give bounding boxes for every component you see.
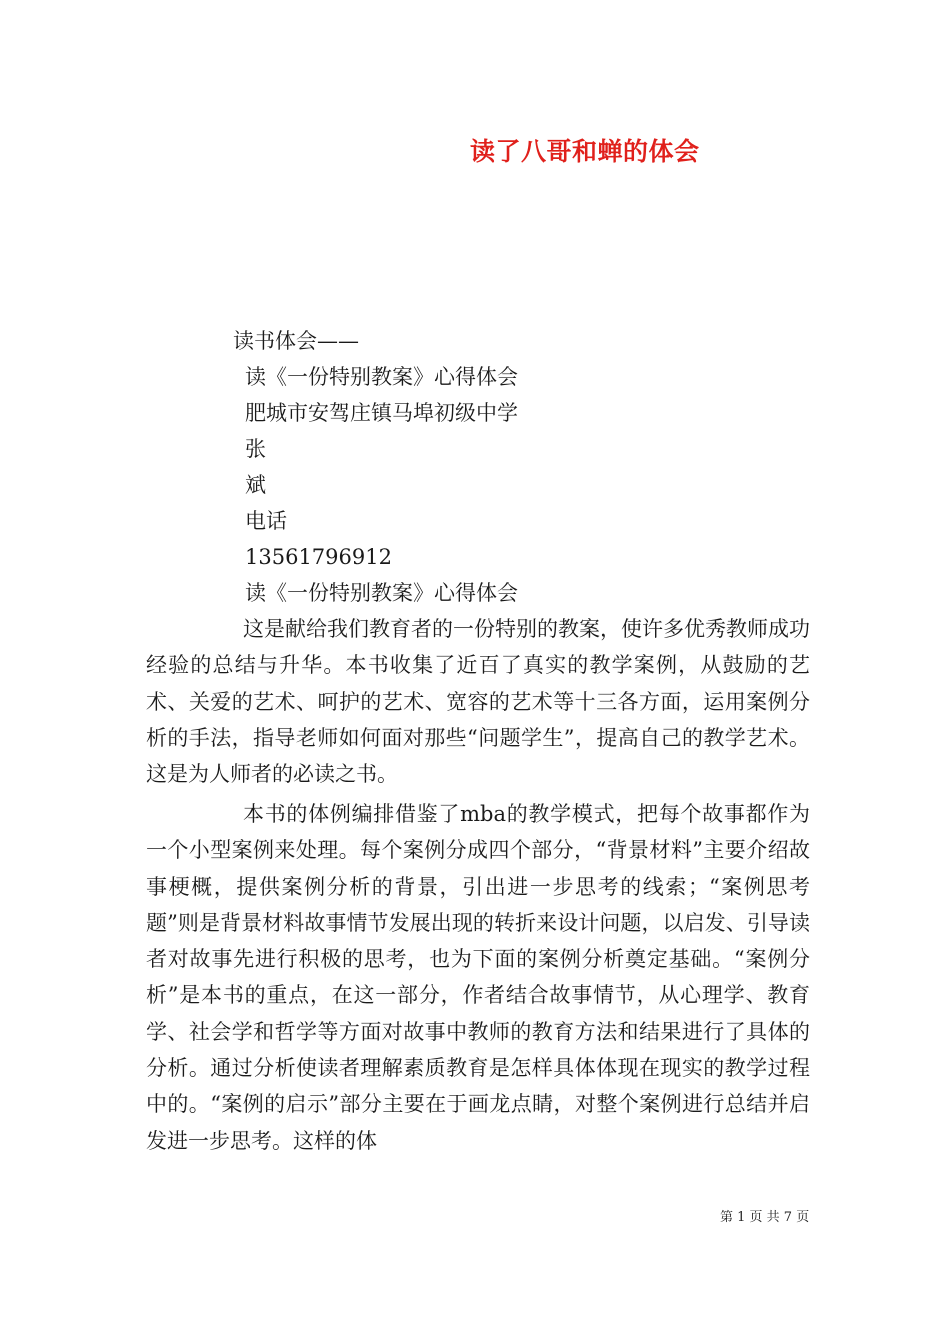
page-footer: 第 1 页 共 7 页 (720, 1210, 810, 1225)
header-line-reading-note: 读书体会—— (233, 329, 359, 353)
header-line-phone-number: 13561796912 (245, 545, 392, 569)
header-line-phone-label: 电话 (245, 509, 287, 533)
header-line-school: 肥城市安驾庄镇马埠初级中学 (245, 401, 518, 425)
header-line-section-title: 读《一份特别教案》心得体会 (245, 581, 518, 605)
body-paragraph-1: 这是献给我们教育者的一份特别的教案，使许多优秀教师成功经验的总结与升华。本书收集了近百了真实的教学案例，从鼓励的艺术、关爱的艺术、呵护的艺术、宽容的艺术等十三各方面，运用案例分析的手法，指导老师如何面对那些“问题学生”，提高自己的教学艺术。这是为人师者的必读之书。 (146, 617, 810, 787)
header-line-given-name: 斌 (245, 473, 266, 497)
document-title: 读了八哥和蝉的体会 (470, 137, 700, 166)
header-line-subtitle: 读《一份特别教案》心得体会 (245, 365, 518, 389)
header-line-surname: 张 (245, 437, 266, 461)
body-paragraph-2: 本书的体例编排借鉴了mba的教学模式，把每个故事都作为一个小型案例来处理。每个案例分成四个部分，“背景材料”主要介绍故事梗概，提供案例分析的背景，引出进一步思考的线索；“案例思考题”则是背景材料故事情节发展出现的转折来设计问题，以启发、引导读者对故事先进行积极的思考，也为下面的案例分析奠定基础。“案例分析”是本书的重点，在这一部分，作者结合故事情节，从心理学、教育学、社会学和哲学等方面对故事中教师的教育方法和结果进行了具体的分析。通过分析使读者理解素质教育是怎样具体体现在现实的教学过程中的。“案例的启示”部分主要在于画龙点睛，对整个案例进行总结并启发进一步思考。这样的体 (146, 802, 810, 1153)
